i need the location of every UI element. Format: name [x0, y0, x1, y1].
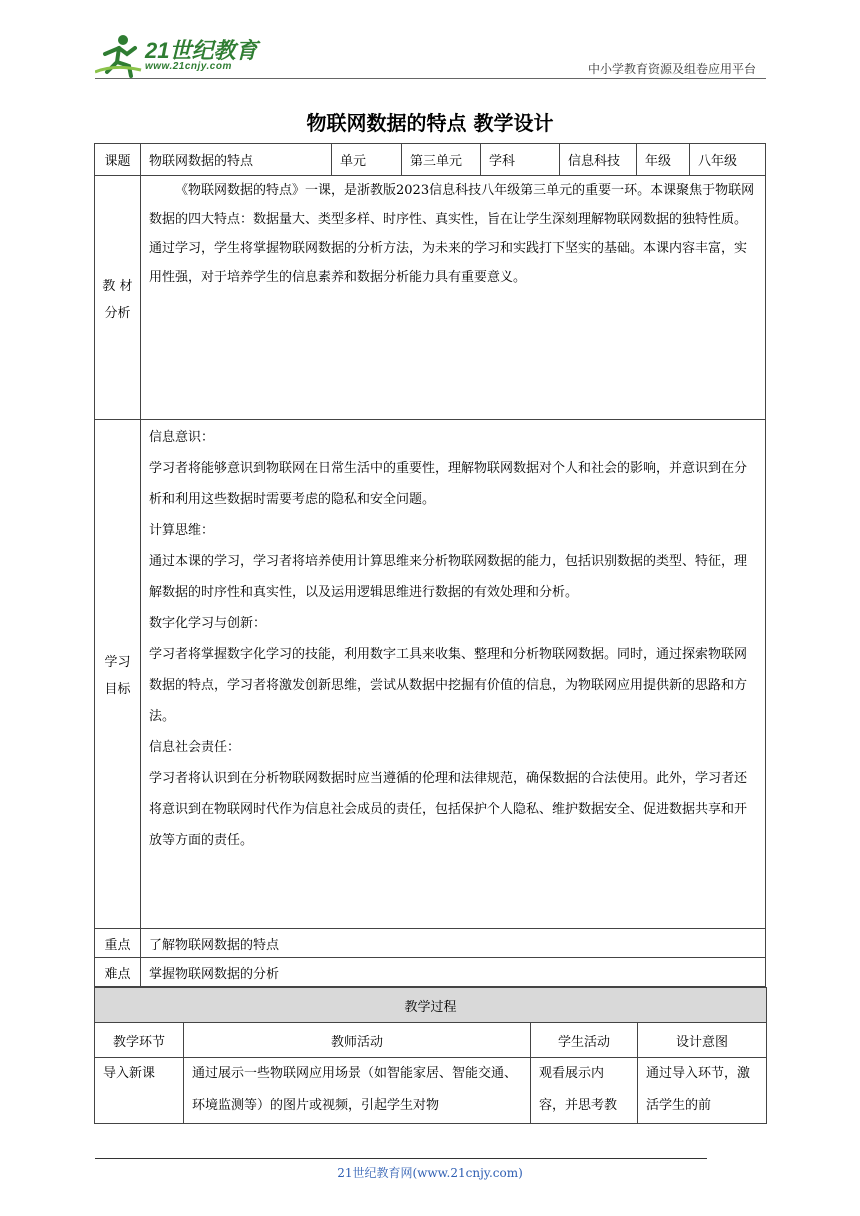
site-logo[interactable] [95, 34, 265, 80]
course-value: 物联网数据的特点 [141, 144, 332, 176]
goals-label-line2: 目标 [104, 682, 131, 697]
column-header: 教师活动 [184, 1023, 531, 1058]
logo-url: www.21cnjy.com [145, 61, 232, 72]
difficulty-text: 掌握物联网数据的分析 [141, 958, 766, 987]
intent-cell: 通过导入环节，激活学生的前 [638, 1058, 767, 1124]
goal-text: 学习者将认识到在分析物联网数据时应当遵循的伦理和法律规范，确保数据的合法使用。此外，学习者还将意识到在物联网时代作为信息社会成员的责任，包括保护个人隐私、维护数据安全、促进数据共享和开放等方面的责任。 [149, 771, 748, 848]
subject-value: 信息科技 [560, 144, 637, 176]
subject-label: 学科 [481, 144, 560, 176]
runner-icon [95, 34, 143, 78]
goals-content [141, 420, 766, 929]
key-point-label: 重点 [95, 929, 141, 958]
lesson-info-table [94, 143, 766, 987]
info-row [95, 144, 766, 176]
column-header: 学生活动 [531, 1023, 638, 1058]
column-header: 设计意图 [638, 1023, 767, 1058]
goal-heading: 数字化学习与创新： [149, 616, 267, 631]
goals-label [95, 420, 141, 929]
material-label-line1: 教 材 [102, 278, 133, 294]
process-header-row [95, 1023, 767, 1058]
material-row [95, 176, 766, 420]
unit-value: 第三单元 [402, 144, 481, 176]
footer-link[interactable]: 21世纪教育网(www.21cnjy.com) [337, 1166, 523, 1180]
table-row [95, 1058, 767, 1124]
stage-cell: 导入新课 [95, 1058, 184, 1124]
goal-heading: 计算思维： [149, 523, 215, 538]
teacher-cell: 通过展示一些物联网应用场景（如智能家居、智能交通、环境监测等）的图片或视频，引起学生对物 [184, 1058, 531, 1124]
page-header [0, 0, 860, 90]
logo-text: 21世纪教育 [145, 38, 258, 63]
difficulty-label: 难点 [95, 958, 141, 987]
goal-heading: 信息社会责任： [149, 740, 241, 755]
course-label: 课题 [95, 144, 141, 176]
material-text [141, 176, 766, 420]
goal-text: 学习者将能够意识到物联网在日常生活中的重要性，理解物联网数据对个人和社会的影响，并意识到在分析和利用这些数据时需要考虑的隐私和安全问题。 [149, 461, 748, 507]
header-divider [95, 78, 766, 79]
process-table [94, 987, 767, 1124]
goals-row [95, 420, 766, 929]
process-title: 教学过程 [95, 988, 767, 1023]
grade-label: 年级 [637, 144, 690, 176]
platform-name: 中小学教育资源及组卷应用平台 [587, 62, 756, 76]
material-paragraph: 《物联网数据的特点》一课，是浙教版2023信息科技八年级第三单元的重要一环。本课聚焦于物联网数据的四大特点：数据量大、类型多样、时序性、真实性，旨在让学生深刻理解物联网数据的独特性质。通过学习，学生将掌握物联网数据的分析方法，为未来的学习和实践打下坚实的基础。本课内容丰富，实用性强，对于培养学生的信息素养和数据分析能力具有重要意义。 [149, 183, 755, 285]
material-label-line2: 分析 [104, 305, 131, 321]
goal-text: 学习者将掌握数字化学习的技能，利用数字工具来收集、整理和分析物联网数据。同时，通过探索物联网数据的特点，学习者将激发创新思维，尝试从数据中挖掘有价值的信息，为物联网应用提供新的思路和方法。 [149, 647, 748, 724]
goal-heading: 信息意识： [149, 430, 215, 445]
footer-divider [95, 1158, 707, 1159]
grade-value: 八年级 [690, 144, 766, 176]
unit-label: 单元 [332, 144, 402, 176]
column-header: 教学环节 [95, 1023, 184, 1058]
page-title: 物联网数据的特点 教学设计 [306, 111, 554, 135]
key-point-text: 了解物联网数据的特点 [141, 929, 766, 958]
key-point-row [95, 929, 766, 958]
material-label [95, 176, 141, 420]
student-cell: 观看展示内容，并思考教 [531, 1058, 638, 1124]
goal-text: 通过本课的学习，学习者将培养使用计算思维来分析物联网数据的能力，包括识别数据的类型、特征，理解数据的时序性和真实性，以及运用逻辑思维进行数据的有效处理和分析。 [149, 554, 748, 600]
goals-label-line1: 学习 [104, 655, 131, 670]
process-title-row [95, 988, 767, 1023]
difficulty-row [95, 958, 766, 987]
